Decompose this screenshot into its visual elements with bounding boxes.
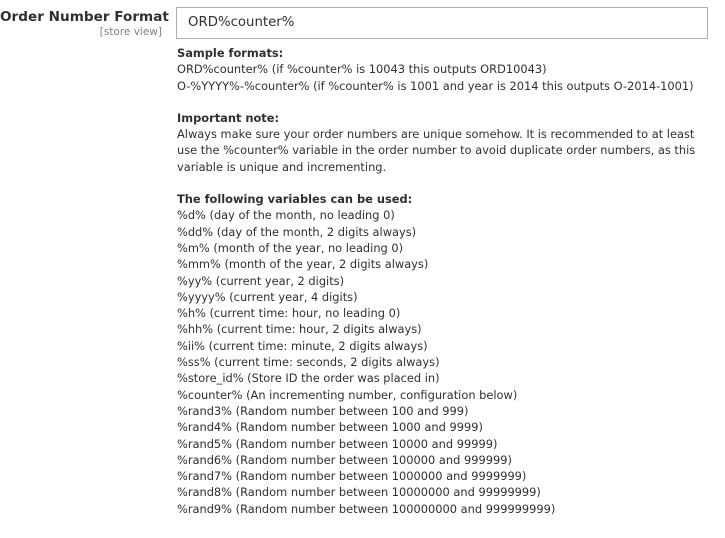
variable-item: %rand5% (Random number between 10000 and 99999) (177, 436, 498, 451)
variable-item: %hh% (current time: hour, 2 digits always) (177, 322, 422, 337)
variable-item: %m% (month of the year, no leading 0) (177, 240, 404, 255)
variable-item: %rand8% (Random number between 10000000 and 99999999) (177, 485, 541, 500)
variable-item: %counter% (An incrementing number, configuration below) (177, 387, 518, 402)
important-note-text: Always make sure your order numbers are unique somehow. It is recommended to at least use the %counter% variable in the order number to avoid duplicate order numbers, as this variable is unique and incrementing. (177, 127, 696, 174)
variable-item: %rand7% (Random number between 1000000 and 9999999) (177, 469, 527, 484)
variable-item: %yyyy% (current year, 4 digits) (177, 289, 358, 304)
variable-item: %rand6% (Random number between 100000 and 999999) (177, 452, 512, 467)
order-number-format-input[interactable]: ORD%counter% (176, 7, 708, 39)
spacer (177, 175, 717, 191)
variable-item: %mm% (month of the year, 2 digits always) (177, 257, 429, 272)
variables-heading: The following variables can be used: (177, 192, 413, 207)
sample-format-line: ORD%counter% (if %counter% is 10043 this outputs ORD10043) (177, 62, 547, 77)
variable-item: %ss% (current time: seconds, 2 digits always) (177, 355, 440, 370)
important-note-heading: Important note: (177, 110, 280, 125)
variable-item: %yy% (current year, 2 digits) (177, 273, 345, 288)
variable-item: %rand4% (Random number between 1000 and 9999) (177, 420, 483, 435)
variable-item: %rand3% (Random number between 100 and 999) (177, 403, 469, 418)
variable-item: %store_id% (Store ID the order was placed in) (177, 371, 440, 386)
sample-format-line: O-%YYYY%-%counter% (if %counter% is 1001 and year is 2014 this outputs O-2014-1001) (177, 78, 694, 93)
variable-item: %rand9% (Random number between 100000000 and 999999999) (177, 501, 556, 516)
variable-item: %d% (day of the month, no leading 0) (177, 208, 395, 223)
variable-item: %ii% (current time: minute, 2 digits always) (177, 338, 428, 353)
scope-label: [store view] (99, 26, 162, 38)
order-number-format-label: Order Number Format (0, 9, 169, 25)
variable-item: %h% (current time: hour, no leading 0) (177, 306, 401, 321)
sample-formats-heading: Sample formats: (177, 46, 284, 60)
field-comment (177, 45, 717, 517)
field-label-column (0, 8, 169, 39)
variable-item: %dd% (day of the month, 2 digits always) (177, 224, 417, 239)
spacer (177, 94, 717, 110)
